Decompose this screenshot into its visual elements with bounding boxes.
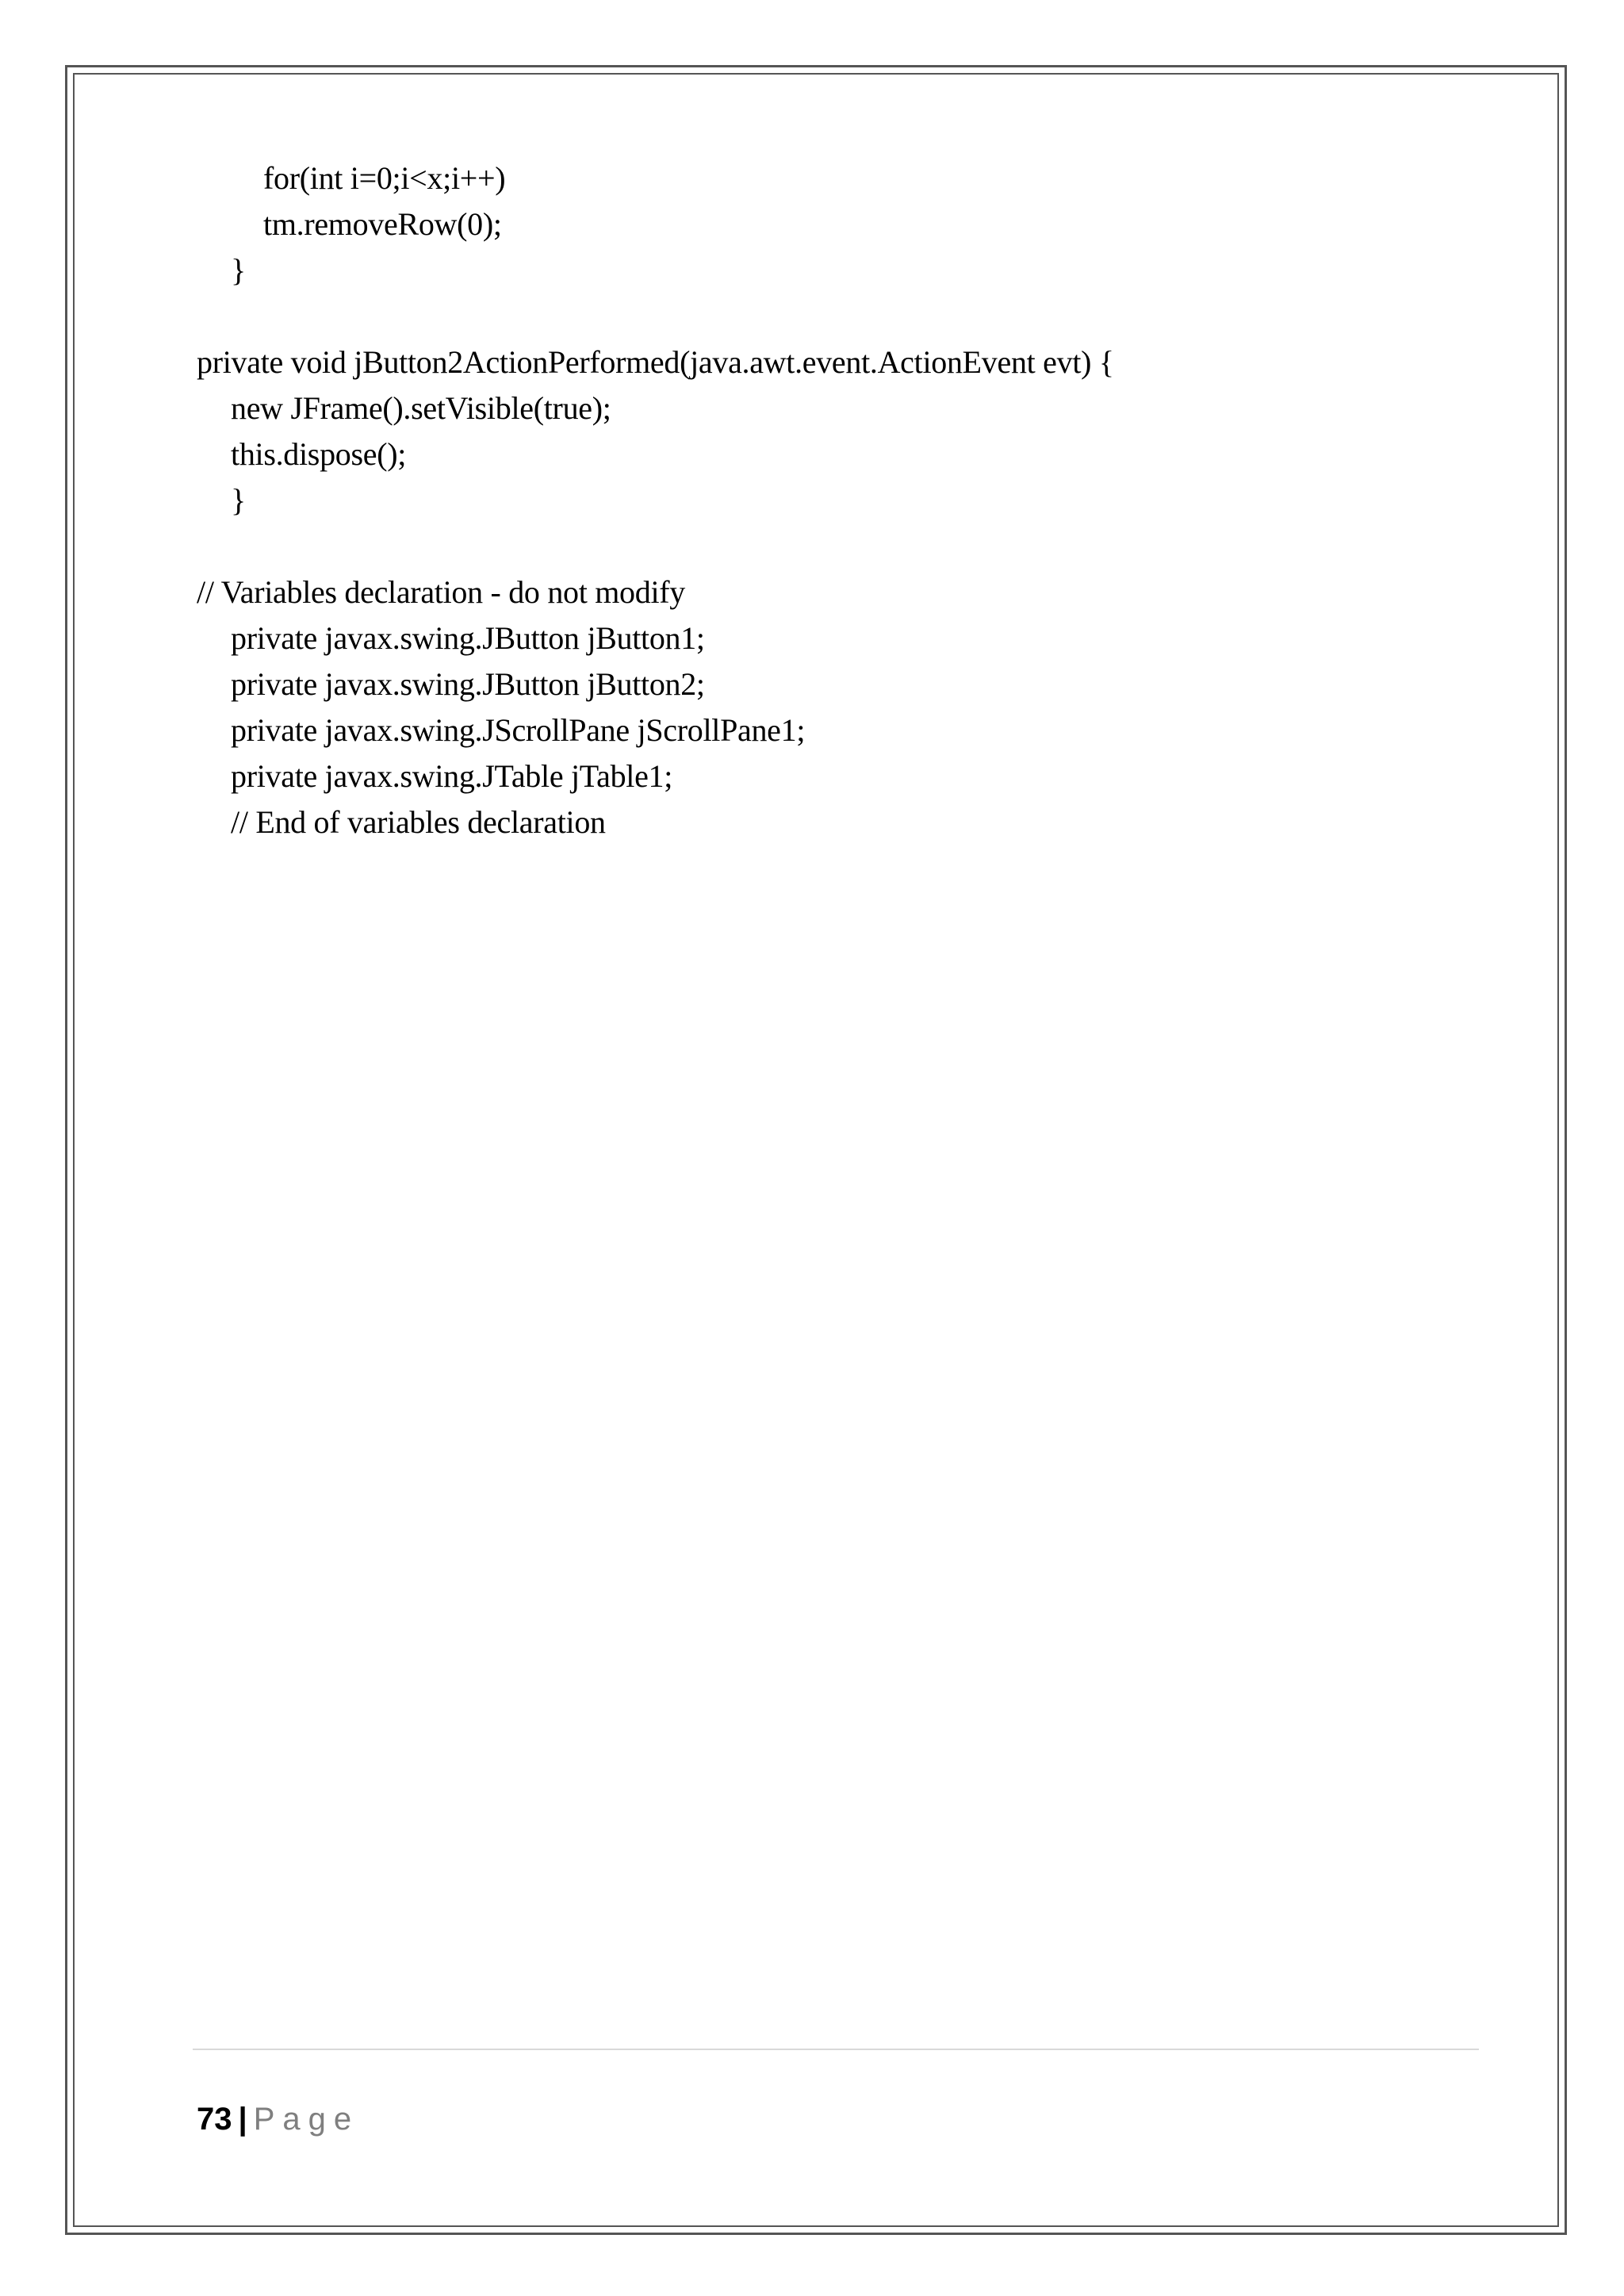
- code-line: private javax.swing.JButton jButton1;: [231, 620, 705, 656]
- page-label: Page: [253, 2102, 360, 2137]
- code-line: // End of variables declaration: [231, 804, 606, 840]
- code-line: }: [231, 482, 246, 518]
- code-line: }: [231, 252, 246, 288]
- code-line: for(int i=0;i<x;i++): [263, 160, 506, 196]
- code-line: tm.removeRow(0);: [263, 206, 502, 242]
- code-line: // Variables declaration - do not modify: [197, 574, 685, 610]
- page-number: 73: [197, 2102, 232, 2137]
- code-line: private void jButton2ActionPerformed(java.awt.event.ActionEvent evt) {: [197, 344, 1114, 380]
- page-footer: [197, 2097, 359, 2141]
- page-separator: |: [238, 2102, 247, 2137]
- code-line: new JFrame().setVisible(true);: [231, 390, 611, 426]
- code-line: private javax.swing.JButton jButton2;: [231, 666, 705, 702]
- code-line: private javax.swing.JScrollPane jScrollPane1;: [231, 712, 806, 748]
- code-line: this.dispose();: [231, 436, 407, 472]
- code-line: private javax.swing.JTable jTable1;: [231, 758, 673, 794]
- footer-divider: [193, 2049, 1479, 2050]
